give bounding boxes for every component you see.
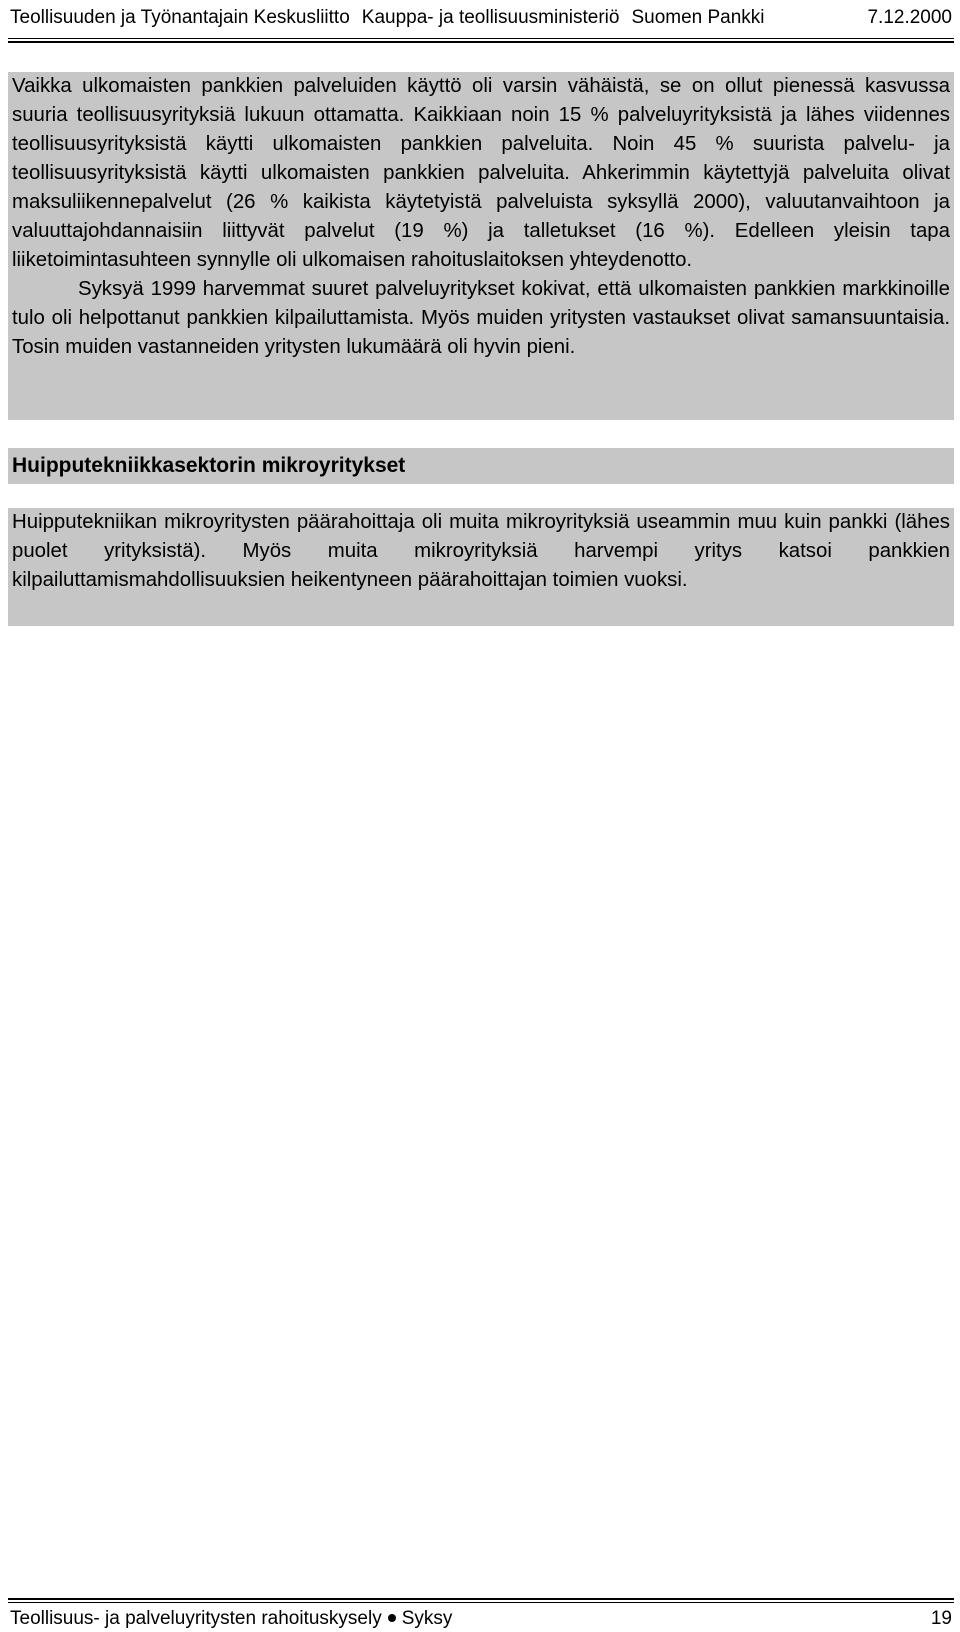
header-date: 7.12.2000 (867, 7, 952, 28)
header-org-ministry: Kauppa- ja teollisuusministeriö (361, 7, 620, 28)
bullet-icon (388, 1614, 396, 1622)
header-divider-thick (8, 41, 954, 43)
heading-block (8, 448, 954, 484)
paragraph-micro-firms: Huipputekniikan mikroyritysten päärahoittaja oli muita mikroyrityksiä useammin muu kuin pankki (lähes puolet yrityksistä). Myös muita mikroyrityksiä harvempi yritys katsoi pankkien kilpailuttamismahdollisuuksien heikentyneen päärahoittajan toimien vuoksi. (12, 511, 950, 591)
footer-divider (8, 1602, 954, 1603)
text-block-micro-firms (8, 508, 954, 626)
footer-season: Syksy (401, 1608, 453, 1629)
footer-title (10, 1608, 452, 1630)
footer-divider-thick (8, 1598, 954, 1600)
section-heading: Huipputekniikkasektorin mikroyritykset (12, 454, 406, 477)
paragraph-competition: Syksyä 1999 harvemmat suuret palveluyritykset kokivat, että ulkomaisten pankkien markkinoille tulo oli helpottanut pankkien kilpailuttamista. Myös muiden yritysten vastaukset olivat samansuuntaisia. Tosin muiden vastanneiden yritysten lukumäärä oli hyvin pieni. (12, 278, 950, 358)
header-organizations (10, 7, 765, 29)
page-footer (10, 1606, 952, 1632)
footer-survey-title: Teollisuus- ja palveluyritysten rahoituskysely (10, 1608, 382, 1629)
header-org-bank: Suomen Pankki (631, 7, 765, 28)
header-org-confederation: Teollisuuden ja Työnantajain Keskusliitto (10, 7, 350, 28)
page-header (10, 0, 952, 36)
header-divider (8, 38, 954, 39)
page-number: 19 (930, 1608, 952, 1629)
text-block-foreign-banks (8, 72, 954, 420)
paragraph-foreign-bank-usage: Vaikka ulkomaisten pankkien palveluiden käyttö oli varsin vähäistä, se on ollut pienessä kasvussa suuria teollisuusyrityksiä lukuun ottamatta. Kaikkiaan noin 15 % palveluyrityksistä ja lähes viidennes teollisuusyrityksistä käytti ulkomaisten pankkien palveluita. Noin 45 % suurista palvelu- ja teollisuusyrityksistä käytti ulkomaisten pankkien palveluita. Ahkerimmin käytettyjä palveluita olivat maksuliikennepalvelut (26 % kaikista käytetyistä palveluista syksyllä 2000), valuutanvaihtoon ja valuuttajohdannaisiin liittyvät palvelut (19 %) ja talletukset (16 %). Edelleen yleisin tapa liiketoimintasuhteen synnylle oli ulkomaisen rahoituslaitoksen yhteydenotto. (12, 75, 950, 271)
